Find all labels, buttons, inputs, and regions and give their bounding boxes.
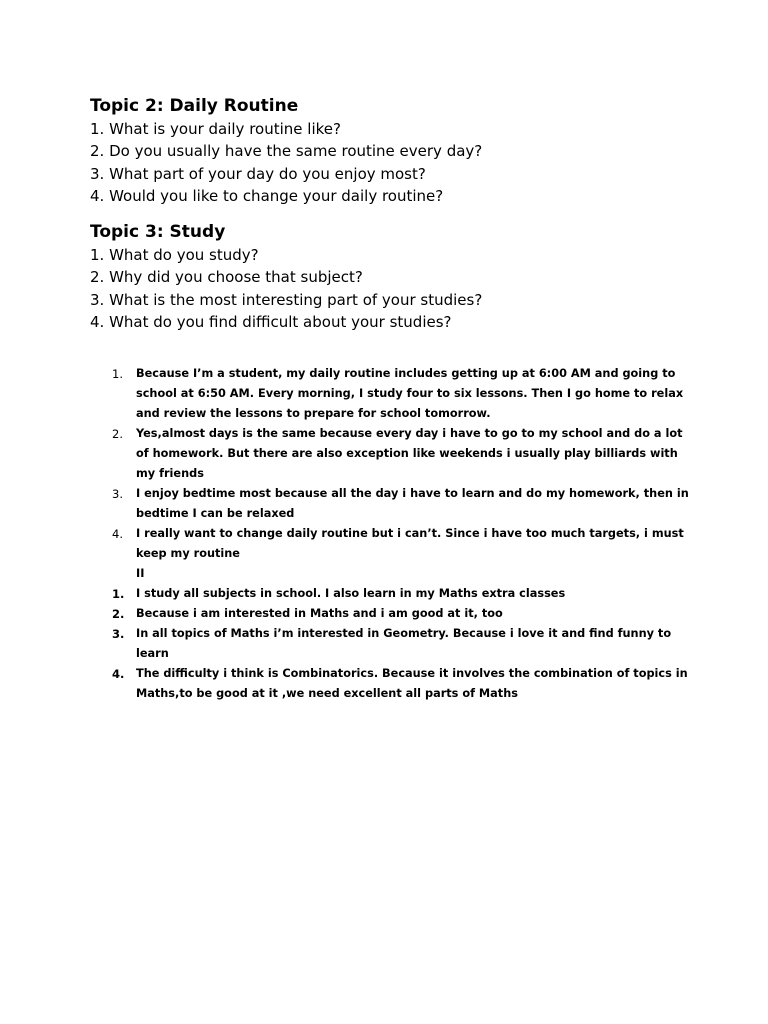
topic-3-question: 1. What do you study? [90, 246, 259, 264]
topic-2-question: 2. Do you usually have the same routine every day? [90, 142, 483, 161]
answer-item [0, 524, 692, 564]
topic-2-question: 3. What part of your day do you enjoy most? [90, 164, 426, 183]
topic-3-question: 2. Why did you choose that subject? [90, 268, 363, 287]
answer-number: 2. [112, 427, 123, 441]
answer-text: I enjoy bedtime most because all the day i have to learn and do my homework, then in bedtime I can be relaxed [136, 487, 689, 520]
topic-2-question: 1. What is your daily routine like? [90, 120, 341, 138]
answers-section [0, 364, 768, 704]
topic-3-question: 4. What do you find difficult about your studies? [90, 312, 452, 331]
answer-item [0, 624, 692, 664]
answer-text: Yes,almost days is the same because every day i have to go to my school and do a lot of homework. But there are also exception like weekends i usually play billiards with my friends [136, 427, 683, 480]
answer-number: 4. [112, 667, 125, 681]
answer-text: Because i am interested in Maths and i am good at it, too [136, 607, 503, 620]
answer-item [0, 484, 692, 524]
answer-number: 4. [112, 527, 123, 541]
section-separator: II [136, 567, 145, 580]
answer-item [0, 604, 692, 624]
answer-number: 1. [112, 587, 125, 601]
topic-2-question: 4. Would you like to change your daily routine? [90, 186, 444, 205]
answer-item [0, 664, 692, 704]
answer-item [0, 364, 692, 424]
answer-number: 3. [112, 627, 125, 641]
answer-text: The difficulty i think is Combinatorics. Because it involves the combination of topics in Maths,to be good at it ,we need excellent all parts of Maths [136, 667, 688, 700]
answer-text: I study all subjects in school. I also learn in my Maths extra classes [136, 587, 566, 600]
answer-number: 2. [112, 607, 125, 621]
topic-3-question: 3. What is the most interesting part of your studies? [90, 290, 483, 309]
answer-item [0, 424, 692, 484]
answer-item [0, 584, 692, 604]
topic-2-heading: Topic 2: Daily Routine [90, 96, 299, 116]
answer-number: 1. [112, 367, 123, 381]
answer-number: 3. [112, 487, 123, 501]
answer-text: I really want to change daily routine but i can’t. Since i have too much targets, i must keep my routine [136, 527, 684, 560]
topic-2-section [90, 94, 710, 207]
topic-3-heading: Topic 3: Study [90, 222, 226, 242]
answer-text: Because I’m a student, my daily routine includes getting up at 6:00 AM and going to school at 6:50 AM. Every morning, I study four to six lessons. Then I go home to relax and review the lessons to prepare for school tomorrow. [136, 367, 684, 420]
answer-text: In all topics of Maths i’m interested in Geometry. Because i love it and find funny to learn [136, 627, 672, 660]
topic-3-section [90, 220, 710, 333]
